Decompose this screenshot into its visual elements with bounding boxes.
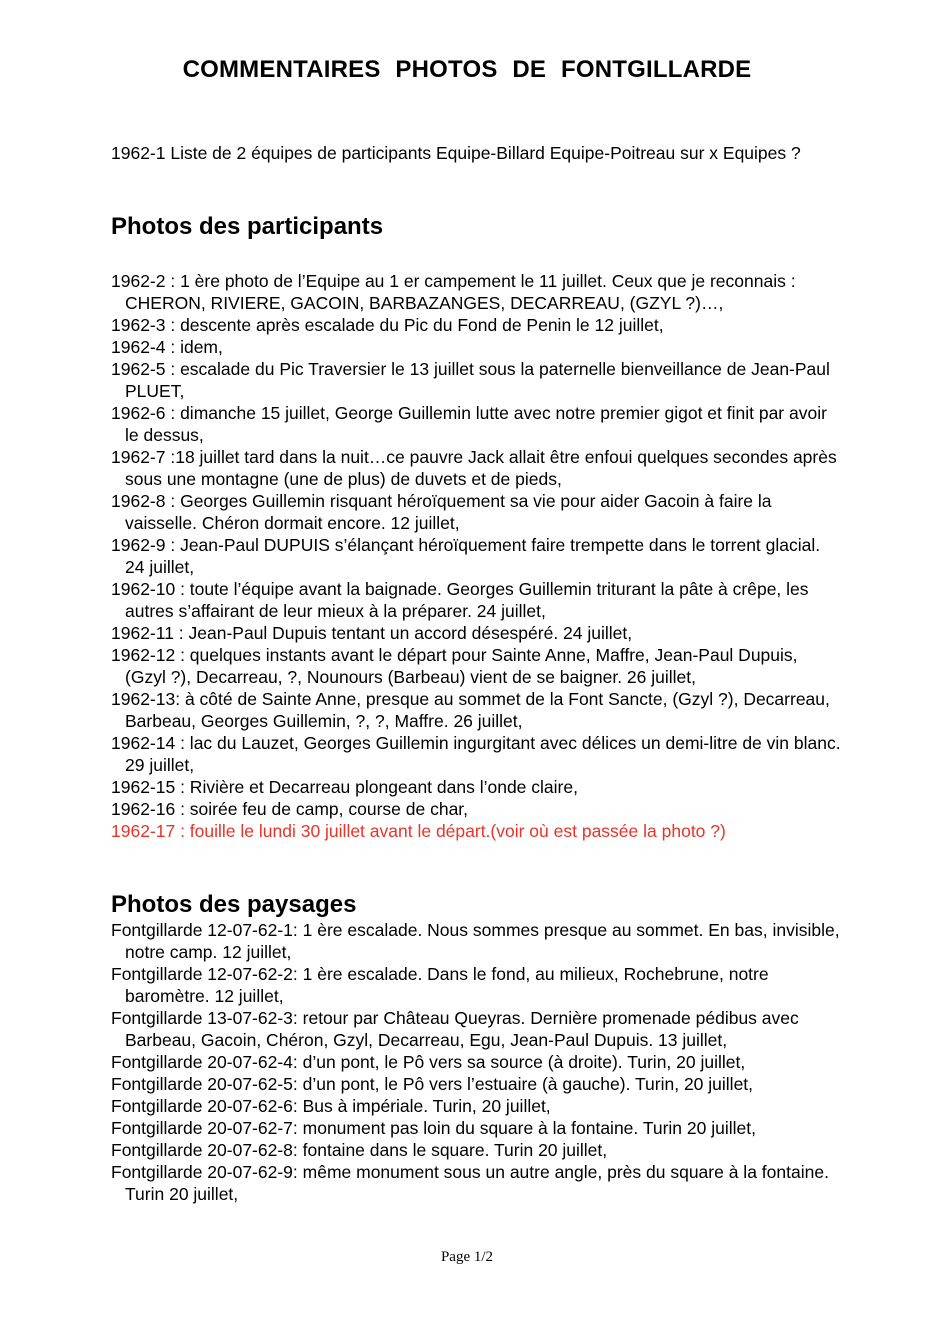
list-item: 1962-6 : dimanche 15 juillet, George Guillemin lutte avec notre premier gigot et finit par avoir le dessus,	[111, 403, 827, 445]
section-heading-participants: Photos des participants	[111, 213, 384, 240]
list-item: Fontgillarde 12-07-62-2: 1 ère escalade. Dans le fond, au milieux, Rochebrune, notre baromètre. 12 juillet,	[111, 964, 769, 1006]
list-item: 1962-4 : idem,	[111, 337, 223, 357]
list-item: 1962-13: à côté de Sainte Anne, presque au sommet de la Font Sancte, (Gzyl ?), Decarreau, Barbeau, Georges Guillemin, ?, ?, Maffre. 26 juillet,	[111, 689, 830, 731]
list-item: Fontgillarde 20-07-62-5: d’un pont, le Pô vers l’estuaire (à gauche). Turin, 20 juillet,	[111, 1074, 754, 1094]
list-item: Fontgillarde 20-07-62-6: Bus à impériale. Turin, 20 juillet,	[111, 1096, 551, 1116]
list-item: Fontgillarde 13-07-62-3: retour par Château Queyras. Dernière promenade pédibus avec Barbeau, Gacoin, Chéron, Gzyl, Decarreau, Egu, Jean-Paul Dupuis. 13 juillet,	[111, 1008, 799, 1050]
paysages-list	[111, 919, 841, 1205]
list-item: Fontgillarde 20-07-62-9: même monument sous un autre angle, près du square à la fontaine. Turin 20 juillet,	[111, 1162, 829, 1204]
list-item: 1962-15 : Rivière et Decarreau plongeant dans l’onde claire,	[111, 777, 578, 797]
list-item: 1962-2 : 1 ère photo de l’Equipe au 1 er campement le 11 juillet. Ceux que je reconnais : CHERON, RIVIERE, GACOIN, BARBAZANGES, DECARREAU, (GZYL ?)…,	[111, 271, 796, 313]
list-item: 1962-5 : escalade du Pic Traversier le 13 juillet sous la paternelle bienveillance de Jean-Paul PLUET,	[111, 359, 830, 401]
intro-paragraph: 1962-1 Liste de 2 équipes de participants Equipe-Billard Equipe-Poitreau sur x Equipes ?	[111, 143, 801, 163]
participants-list	[111, 270, 841, 842]
list-item: Fontgillarde 20-07-62-4: d’un pont, le Pô vers sa source (à droite). Turin, 20 juillet,	[111, 1052, 746, 1072]
list-item: 1962-14 : lac du Lauzet, Georges Guillemin ingurgitant avec délices un demi-litre de vin blanc. 29 juillet,	[111, 733, 841, 775]
list-item: Fontgillarde 20-07-62-8: fontaine dans le square. Turin 20 juillet,	[111, 1140, 608, 1160]
list-item-highlighted: 1962-17 : fouille le lundi 30 juillet avant le départ.(voir où est passée la photo ?)	[111, 821, 726, 841]
list-item: Fontgillarde 20-07-62-7: monument pas loin du square à la fontaine. Turin 20 juillet,	[111, 1118, 756, 1138]
list-item: 1962-8 : Georges Guillemin risquant héroïquement sa vie pour aider Gacoin à faire la vaisselle. Chéron dormait encore. 12 juillet,	[111, 491, 772, 533]
page-number: Page 1/2	[440, 1249, 494, 1265]
page-title: COMMENTAIRES PHOTOS DE FONTGILLARDE	[182, 56, 752, 83]
list-item: 1962-3 : descente après escalade du Pic du Fond de Penin le 12 juillet,	[111, 315, 664, 335]
list-item: 1962-12 : quelques instants avant le départ pour Sainte Anne, Maffre, Jean-Paul Dupuis, (Gzyl ?), Decarreau, ?, Nounours (Barbeau) vient de se baigner. 26 juillet,	[111, 645, 798, 687]
section-heading-paysages: Photos des paysages	[111, 891, 357, 918]
list-item: 1962-7 :18 juillet tard dans la nuit…ce pauvre Jack allait être enfoui quelques secondes après sous une montagne (une de plus) de duvets et de pieds,	[111, 447, 837, 489]
list-item: 1962-9 : Jean-Paul DUPUIS s’élançant héroïquement faire trempette dans le torrent glacial. 24 juillet,	[111, 535, 821, 577]
list-item: 1962-10 : toute l’équipe avant la baignade. Georges Guillemin triturant la pâte à crêpe, les autres s’affairant de leur mieux à la préparer. 24 juillet,	[111, 579, 809, 621]
list-item: Fontgillarde 12-07-62-1: 1 ère escalade. Nous sommes presque au sommet. En bas, invisible, notre camp. 12 juillet,	[111, 920, 840, 962]
list-item: 1962-11 : Jean-Paul Dupuis tentant un accord désespéré. 24 juillet,	[111, 623, 633, 643]
list-item: 1962-16 : soirée feu de camp, course de char,	[111, 799, 469, 819]
